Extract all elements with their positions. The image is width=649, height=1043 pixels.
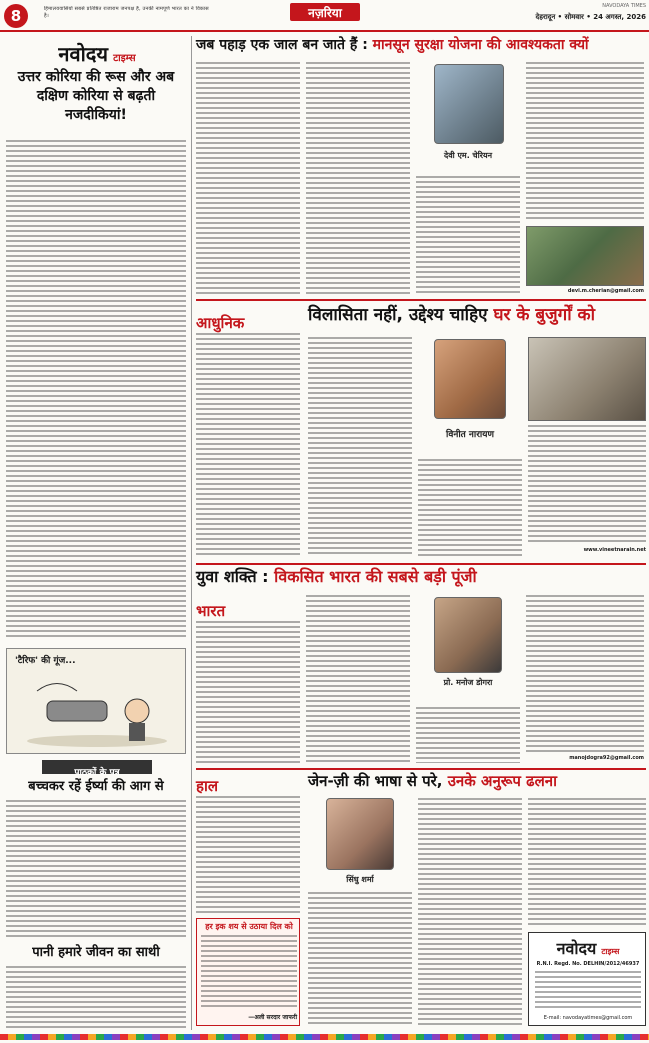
logo-suffix: टाइम्स [113,53,136,64]
second-kicker: आधुनिक [196,314,245,332]
bottom-col3 [418,798,522,1026]
lead-author-name: देवी एम. चेरियन [443,151,493,160]
third-author-name: प्रो. मनोज डोगरा [443,678,493,687]
second-col1 [196,333,300,557]
third-article [196,567,646,767]
third-col2 [306,595,410,763]
lead-article [196,36,646,298]
second-author-box [418,337,522,455]
third-email: manojdogra92@gmail.com [569,755,644,761]
brand-small: NAVODAYA TIMES [602,3,646,9]
bottom-col2 [308,892,412,1026]
letter2-body [6,966,186,1030]
bottom-headline-red: उनके अनुरूप ढलना [447,772,557,790]
lead-photo [526,226,644,286]
left-column [2,36,188,1030]
second-photo [528,337,646,421]
logo-main: नवोदय [58,42,108,66]
footer-logo [529,937,647,959]
left-divider [191,36,192,1030]
third-author-box [416,595,520,705]
masthead-note: हिमालयवासियों सबसे प्रतिष्ठित राजाराम जनपक्ष है, उनकी नामपूर्ण भारत का ने विकास है। [44,6,209,19]
footer-details [535,971,641,1011]
poem-title: हर इक शय से उठाया दिल को [205,922,293,931]
page-header [0,0,649,34]
lead-col2 [306,62,410,294]
cartoon-drawing [17,671,177,751]
letters-label: पाठकों के पत्र [74,768,120,778]
third-headline [196,569,646,586]
bottom-col4 [528,798,646,928]
lead-headline-black: जब पहाड़ एक जाल बन जाते हैं : [196,37,368,53]
letter1-body [6,800,186,940]
second-author-name: विनीत नारायण [446,430,494,440]
section-title: नज़रिया [308,6,342,20]
lead-rule [196,299,646,301]
bottom-color-stripe [0,1034,649,1040]
poem-body [201,935,297,1009]
page-number: 8 [4,4,28,28]
section-title-banner [290,3,360,21]
editorial-headline: उत्तर कोरिया की रूस और अब दक्षिण कोरिया से बढ़ती नजदीकियां! [17,69,175,123]
second-col3 [418,459,522,557]
footer-reg: R.N.I. Regd. No. DELHIN/2012/46937 [536,961,640,967]
footer-box [528,932,646,1026]
footer-logo-main: नवोदय [556,939,597,958]
lead-author-photo [434,64,504,144]
lead-col4 [526,62,644,222]
bottom-headline-black: जेन-ज़ी की भाषा से परे, [308,772,443,790]
third-col1 [196,621,300,763]
third-col4 [526,595,644,755]
bottom-author-photo [326,798,394,870]
bottom-kicker: हाल [196,777,219,795]
bottom-author-name: सिंधु शर्मा [346,875,374,884]
masthead-logo [32,40,162,66]
lead-headline-red: मानसून सुरक्षा योजना की आवश्यकता क्यों [372,37,589,53]
letters-banner [42,760,152,778]
bottom-article [196,772,646,1030]
cartoon-label: 'टैरिफ' की गूंज... [15,656,76,666]
third-headline-red: विकसित भारत की सबसे बड़ी पूंजी [274,567,477,586]
header-rule [0,30,649,32]
lead-col3 [416,176,520,294]
second-rule [196,563,646,565]
editorial-body [6,140,186,640]
lead-author-email: devi.m.cherian@gmail.com [567,288,644,294]
second-author-photo [434,339,506,419]
third-col3 [416,707,520,763]
lead-author-box [416,62,520,174]
third-headline-black: युवा शक्ति : [196,567,269,586]
footer-email: E-mail: navodayatimes@gmail.com [543,1015,633,1021]
third-rule [196,768,646,770]
third-author-photo [434,597,502,673]
footer-logo-suffix: टाइम्स [601,947,620,956]
second-col2 [308,337,412,557]
bottom-author-box [308,798,412,890]
date-line: देहरादून • सोमवार • 24 अगस्त, 2026 [535,13,646,21]
second-website: www.vineetnarain.net [583,547,646,553]
lead-headline [196,38,646,53]
cartoon [6,648,186,754]
second-col4 [528,425,646,545]
letter1-title: बच्चकर रहें ईर्ष्या की आग से [28,779,164,794]
letter2-title: पानी हमारे जीवन का साथी [32,945,160,960]
lead-col1 [196,62,300,294]
poem-box [196,918,300,1026]
bottom-col1 [196,796,300,914]
second-headline-red: घर के बुजुर्गों को [493,305,596,325]
bottom-headline [308,774,646,790]
third-kicker: भारत [196,602,226,620]
second-article [196,303,646,561]
poem-author: —अली सरदार जाफरी [248,1014,297,1021]
second-headline-black: विलासिता नहीं, उद्देश्य चाहिए [308,305,488,325]
second-headline [308,307,646,325]
